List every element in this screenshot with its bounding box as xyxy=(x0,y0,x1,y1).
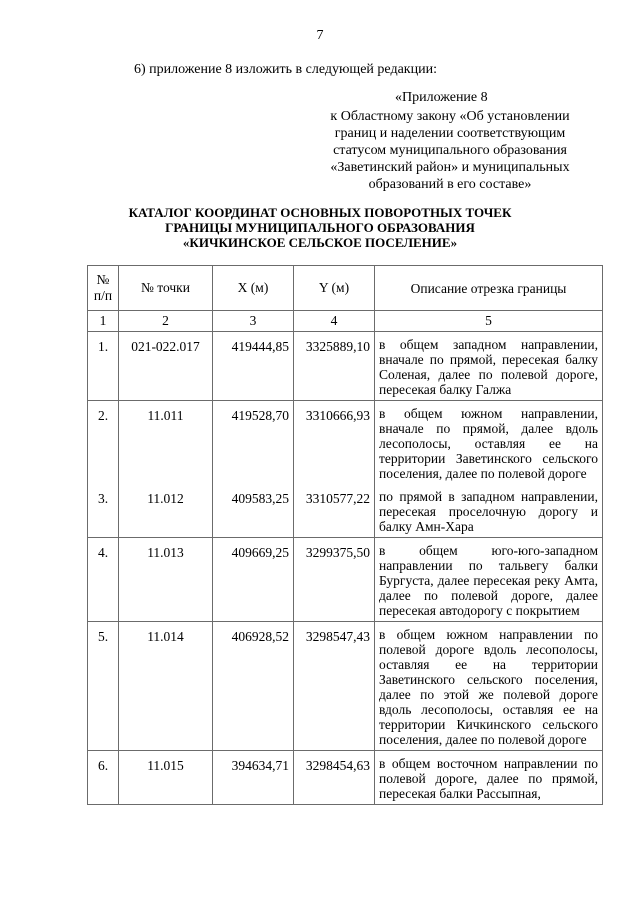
header-point-number: № точки xyxy=(119,266,213,311)
y-coordinate: 3298547,43 xyxy=(294,622,375,751)
appendix-title: «Приложение 8 xyxy=(395,90,488,105)
law-reference xyxy=(312,108,588,193)
law-reference-line: статусом муниципального образования xyxy=(333,143,567,158)
y-coordinate: 3298454,63 xyxy=(294,751,375,805)
column-number: 2 xyxy=(119,311,213,332)
x-coordinate: 406928,52 xyxy=(213,622,294,751)
row-number: 6. xyxy=(88,751,119,805)
point-number: 11.012 xyxy=(119,484,213,538)
point-number: 11.014 xyxy=(119,622,213,751)
table-row xyxy=(88,332,603,401)
page-number: 7 xyxy=(316,28,324,43)
row-number: 3. xyxy=(88,484,119,538)
table-row xyxy=(88,484,603,538)
x-coordinate: 419444,85 xyxy=(213,332,294,401)
row-number: 4. xyxy=(88,538,119,622)
table-row xyxy=(88,538,603,622)
column-number: 1 xyxy=(88,311,119,332)
catalog-title-line: КАТАЛОГ КООРДИНАТ ОСНОВНЫХ ПОВОРОТНЫХ ТОЧЕК xyxy=(128,205,512,220)
y-coordinate: 3310577,22 xyxy=(294,484,375,538)
row-number: 5. xyxy=(88,622,119,751)
column-number: 5 xyxy=(375,311,603,332)
x-coordinate: 409669,25 xyxy=(213,538,294,622)
column-number-row xyxy=(88,311,603,332)
row-number: 1. xyxy=(88,332,119,401)
y-coordinate: 3299375,50 xyxy=(294,538,375,622)
header-x: X (м) xyxy=(213,266,294,311)
segment-description: в общем восточном направлении по полевой дороге, далее по прямой, пересекая балки Рассыпная, xyxy=(375,751,603,805)
header-y: Y (м) xyxy=(294,266,375,311)
catalog-title-line: «КИЧКИНСКОЕ СЕЛЬСКОЕ ПОСЕЛЕНИЕ» xyxy=(182,235,458,250)
x-coordinate: 419528,70 xyxy=(213,401,294,485)
column-number: 3 xyxy=(213,311,294,332)
law-reference-line: к Областному закону «Об установлении xyxy=(330,109,570,124)
point-number: 11.015 xyxy=(119,751,213,805)
table-header-row xyxy=(88,266,603,311)
law-reference-line: образований в его составе» xyxy=(368,177,532,192)
column-number: 4 xyxy=(294,311,375,332)
amendment-intro: 6) приложение 8 изложить в следующей редакции: xyxy=(134,62,437,77)
catalog-title-line: ГРАНИЦЫ МУНИЦИПАЛЬНОГО ОБРАЗОВАНИЯ xyxy=(165,220,475,235)
segment-description: в общем западном направлении, вначале по прямой, пересекая балку Соленая, далее по полевой дороге, пересекая балку Галжа xyxy=(375,332,603,401)
table-row xyxy=(88,751,603,805)
point-number: 021-022.017 xyxy=(119,332,213,401)
x-coordinate: 409583,25 xyxy=(213,484,294,538)
row-number: 2. xyxy=(88,401,119,485)
point-number: 11.013 xyxy=(119,538,213,622)
point-number: 11.011 xyxy=(119,401,213,485)
y-coordinate: 3310666,93 xyxy=(294,401,375,485)
table-row xyxy=(88,622,603,751)
header-row-number: № п/п xyxy=(88,266,119,311)
coordinates-table xyxy=(87,265,603,805)
segment-description: в общем южном направлении по полевой дороге вдоль лесополосы, оставляя ее на территории Заветинского сельского поселения, далее по этой же полевой дороге вдоль лесополосы, оставляя ее на территории Кичкинского сельского поселения, далее по полевой дороге xyxy=(375,622,603,751)
law-reference-line: «Заветинский район» и муниципальных xyxy=(330,160,570,175)
segment-description: в общем юго-юго-западном направлении по тальвегу балки Бургуста, далее пересекая реку Амта, далее по полевой дороге, далее пересекая автодорогу с покрытием xyxy=(375,538,603,622)
table-row xyxy=(88,401,603,485)
segment-description: по прямой в западном направлении, пересекая проселочную дорогу и балку Амн-Хара xyxy=(375,484,603,538)
y-coordinate: 3325889,10 xyxy=(294,332,375,401)
catalog-title xyxy=(0,205,640,250)
segment-description: в общем южном направлении, вначале по прямой, далее вдоль лесополосы, оставляя ее на территории Заветинского сельского поселения, далее по полевой дороге xyxy=(375,401,603,485)
law-reference-line: границ и наделении соответствующим xyxy=(334,126,566,141)
x-coordinate: 394634,71 xyxy=(213,751,294,805)
header-description: Описание отрезка границы xyxy=(375,266,603,311)
